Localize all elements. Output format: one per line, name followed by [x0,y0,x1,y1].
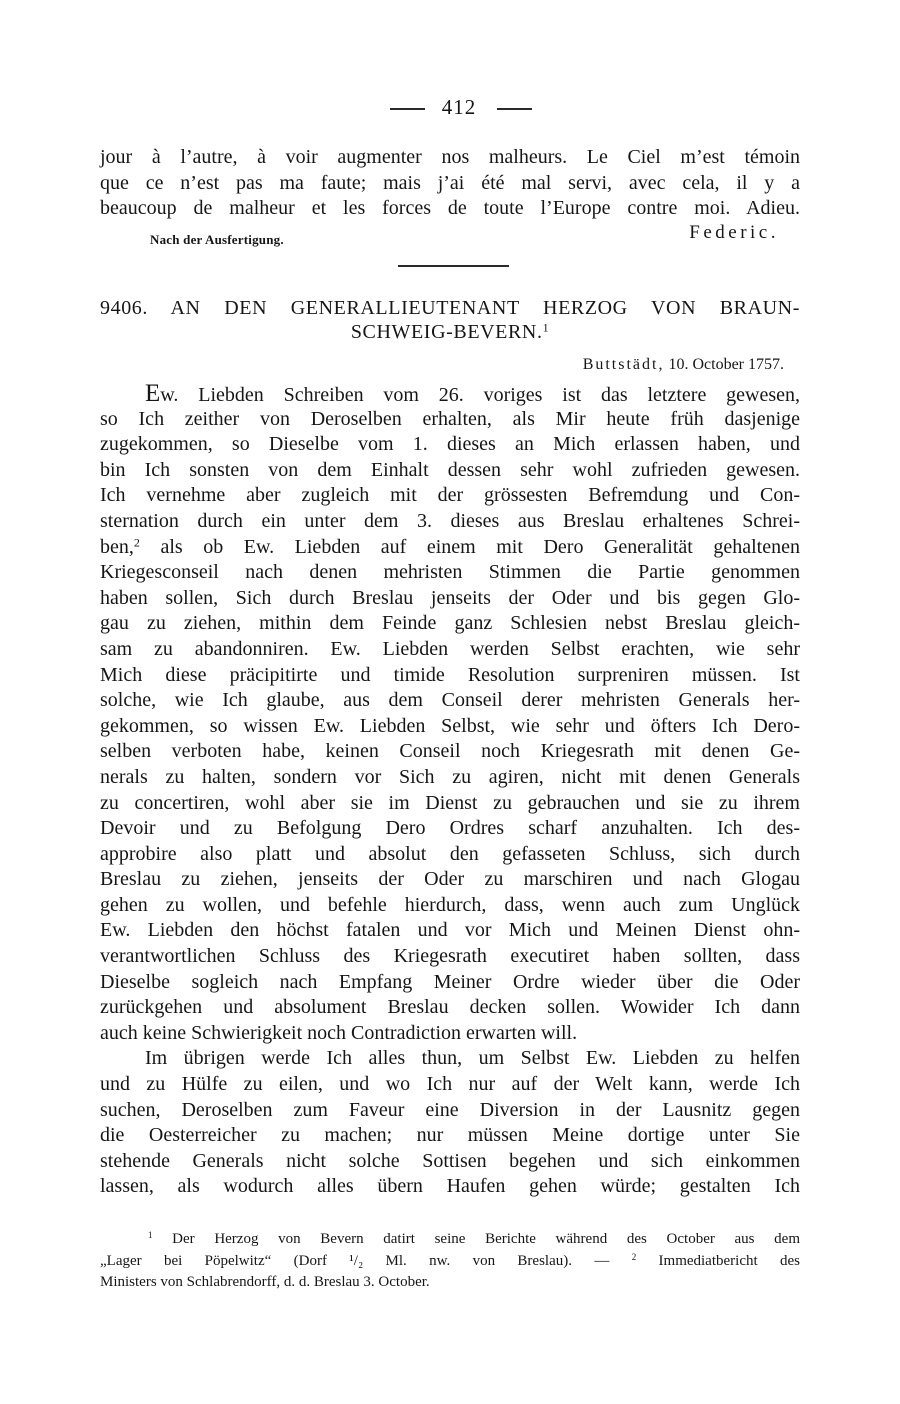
heading-line [100,320,800,344]
text-line: Dieselbe sogleich nach Empfang Meiner Ordre wieder über die Oder [100,970,800,993]
text-line: Ew. Liebden den höchst fatalen und vor Mich und Meinen Dienst ohn- [100,919,800,942]
text-line [100,1251,800,1273]
heading-line [100,296,800,320]
text-line [100,1229,800,1251]
text-line: Ew. Liebden Schreiben vom 26. voriges ist das letztere gewesen, [145,380,800,407]
text-line: Ich vernehme aber zugleich mit der grössesten Befremdung und Con- [100,484,800,507]
text-line: so Ich zeither von Deroselben erhalten, als Mir heute früh dasjenige [100,407,800,430]
text-line: nerals zu halten, sondern vor Sich zu agiren, nicht mit denen Generals [100,765,800,788]
text-segment: ben, [100,535,134,558]
text-line: jour à l’autre, à voir augmenter nos malheurs. Le Ciel m’est témoin [100,146,800,168]
text-segment: als ob Ew. Liebden auf einem mit Dero Generalität gehaltenen [139,535,800,558]
letter-heading [100,296,800,344]
text-line: zugekommen, so Dieselbe vom 1. dieses an Mich erlassen haben, und [100,433,800,456]
text-line: gau zu ziehen, mithin dem Feinde ganz Schlesien nebst Breslau gleich- [100,612,800,635]
source-note: Nach der Ausfertigung. [150,232,284,247]
page-number: 412 [441,95,477,119]
footnote-reference: 2 [133,534,140,549]
footnote-reference: 2 [631,1251,637,1262]
page-number-rule-left [390,108,425,110]
section-divider [398,265,509,267]
heading-text: AN DEN GENERALLIEUTENANT HERZOG VON BRAUN- [170,297,800,319]
text-line: que ce n’est pas ma faute; mais j’ai été mal servi, avec cela, il y a [100,171,800,194]
text-line: solche, wie Ich glaube, aus dem Conseil derer mehristen Generals her- [100,689,800,712]
continuation-text [100,145,800,222]
text-segment: Immediatbericht des [636,1252,800,1269]
date: 10. October 1757. [668,356,784,373]
text-line: zu concertiren, wohl aber sie im Dienst zu gebrauchen und sie zu ihrem [100,791,800,814]
text-line: die Oesterreicher zu machen; nur müssen Meine dortige unter Sie [100,1124,800,1147]
text-line: verantwortlichen Schluss des Kriegesrath executiret haben sollten, dass [100,945,800,968]
text-line: gekommen, so wissen Ew. Liebden Selbst, wie sehr und öfters Ich Dero- [100,714,800,737]
text-line: approbire also platt und absolut den gefasseten Schluss, sich durch [100,842,800,865]
text-line: Devoir und zu Befolgung Dero Ordres scharf anzuhalten. Ich des- [100,817,800,840]
text-line: auch keine Schwierigkeit noch Contradiction erwarten will. [100,1021,578,1044]
text-line: Breslau zu ziehen, jenseits der Oder zu marschiren und nach Glogau [100,868,800,891]
text-line: und zu Hülfe zu eilen, und wo Ich nur auf der Welt kann, werde Ich [100,1073,800,1096]
text-segment: „Lager bei Pöpelwitz“ (Dorf ¹/₂ Ml. nw. von Breslau). — [100,1252,632,1269]
text-line: zurückgehen und absolument Breslau decken sollen. Wowider Ich dann [100,996,800,1019]
place: Buttstädt, [582,356,665,373]
text-segment: Der Herzog von Bevern datirt seine Berichte während des October aus dem [152,1231,800,1247]
text-line: suchen, Deroselben zum Faveur eine Diversion in der Lausnitz gegen [100,1098,800,1121]
page-number-rule-right [497,108,532,110]
text-line: gehen zu wollen, und befehle hierdurch, dass, wenn auch zum Unglück [100,893,800,916]
dateline [100,354,784,376]
heading-text: SCHWEIG-BEVERN. [350,321,543,343]
text-line: bin Ich sonsten von dem Einhalt dessen sehr wohl zufrieden gewesen. [100,458,800,481]
text-line: Im übrigen werde Ich alles thun, um Selbst Ew. Liebden zu helfen [145,1047,800,1070]
signature: Federic. [689,222,779,243]
text-line: sam zu abandonniren. Ew. Liebden werden Selbst erachten, wie sehr [100,637,800,660]
text-line: sternation durch ein unter dem 3. dieses aus Breslau erhaltenes Schrei- [100,509,800,532]
text-line: selben verboten habe, keinen Conseil noch Kriegesrath mit denen Ge- [100,740,800,763]
footnote-reference: 1 [542,320,550,335]
text-line: Mich diese präcipitirte und timide Resolution surpreniren müssen. Ist [100,663,800,686]
text-line: Kriegesconseil nach denen mehristen Stimmen die Partie genommen [100,561,800,584]
text-line: Ministers von Schlabrendorff, d. d. Breslau 3. October. [100,1274,430,1290]
footnote-reference: 1 [148,1230,153,1241]
text-line [100,535,800,561]
text-line: haben sollen, Sich durch Breslau jenseits der Oder und bis gegen Glo- [100,586,800,609]
text-line: beaucoup de malheur et les forces de toute l’Europe contre moi. Adieu. [100,197,800,220]
text-line: stehende Generals nicht solche Sottisen begehen und sich einkommen [100,1149,800,1172]
footnotes [100,1229,800,1294]
letter-number: 9406. [100,297,148,319]
letter-body [100,381,800,1200]
text-line: lassen, als wodurch alles übern Haufen gehen würde; gestalten Ich [100,1175,800,1198]
